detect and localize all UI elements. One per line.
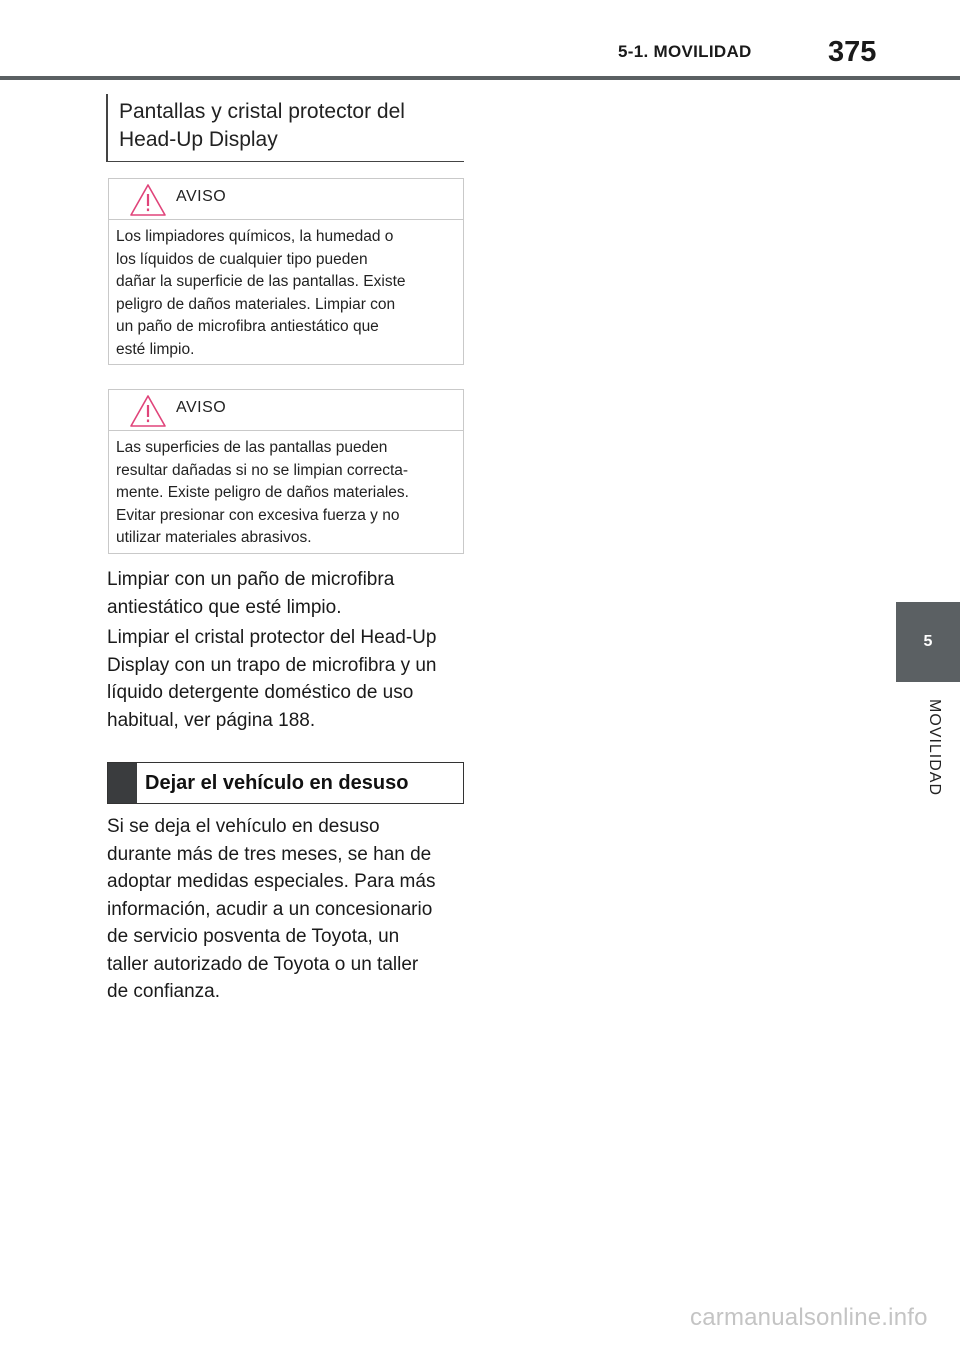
paragraph-line: antiestático que esté limpio.	[107, 596, 342, 618]
subheading-line: Pantallas y cristal protector del	[119, 100, 405, 123]
warning-header	[109, 390, 463, 431]
warning-title: AVISO	[176, 399, 227, 416]
warning-line: mente. Existe peligro de daños materiales.	[116, 484, 409, 501]
paragraph-line: Si se deja el vehículo en desuso	[107, 816, 380, 837]
paragraph-line: Display con un trapo de microfibra y un	[107, 654, 437, 676]
body-paragraph	[107, 813, 467, 1006]
warning-line: resultar dañadas si no se limpian correcta-	[116, 461, 409, 479]
warning-line: peligro de daños materiales. Limpiar con	[116, 295, 396, 313]
warning-line: dañar la superficie de las pantallas. Existe	[116, 273, 406, 290]
warning-header	[109, 179, 463, 220]
header-divider	[0, 76, 960, 80]
chapter-number: 5	[923, 633, 933, 650]
warning-text	[109, 220, 463, 369]
section-marker	[108, 763, 137, 803]
warning-line: los líquidos de cualquier tipo pueden	[116, 250, 368, 268]
warning-title: AVISO	[176, 188, 227, 205]
body-paragraph	[107, 566, 467, 621]
warning-line: utilizar materiales abrasivos.	[116, 529, 312, 546]
paragraph-line: adoptar medidas especiales. Para más	[107, 871, 436, 892]
body-paragraph	[107, 624, 467, 734]
paragraph-line: líquido detergente doméstico de uso	[107, 682, 414, 703]
warning-triangle-icon	[129, 183, 167, 217]
watermark: carmanualsonline.info	[690, 1304, 928, 1331]
paragraph-line: información, acudir a un concesionario	[107, 898, 433, 920]
warning-line: esté limpio.	[116, 340, 195, 358]
paragraph-line: taller autorizado de Toyota o un taller	[107, 953, 419, 975]
warning-box	[108, 389, 464, 554]
page-number: 375	[828, 36, 877, 68]
chapter-tab	[896, 602, 960, 682]
subheading-line: Head-Up Display	[119, 128, 278, 151]
warning-text	[109, 431, 463, 558]
paragraph-line: habitual, ver página 188.	[107, 709, 316, 731]
chapter-label: MOVILIDAD	[926, 699, 943, 797]
section-heading	[107, 762, 464, 804]
warning-line: un paño de microfibra antiestático que	[116, 318, 379, 335]
paragraph-line: Limpiar con un paño de microfibra	[107, 569, 395, 590]
warning-line: Las superficies de las pantallas pueden	[116, 439, 388, 456]
paragraph-line: Limpiar el cristal protector del Head-Up	[107, 627, 437, 648]
subheading	[106, 94, 464, 162]
paragraph-line: de confianza.	[107, 981, 221, 1002]
paragraph-line: de servicio posventa de Toyota, un	[107, 926, 400, 947]
warning-line: Los limpiadores químicos, la humedad o	[116, 228, 394, 245]
warning-triangle-icon	[129, 394, 167, 428]
paragraph-line: durante más de tres meses, se han de	[107, 843, 432, 865]
running-header: 5-1. MOVILIDAD	[618, 42, 752, 61]
section-title: Dejar el vehículo en desuso	[145, 771, 409, 794]
warning-box	[108, 178, 464, 365]
warning-line: Evitar presionar con excesiva fuerza y no	[116, 506, 400, 524]
